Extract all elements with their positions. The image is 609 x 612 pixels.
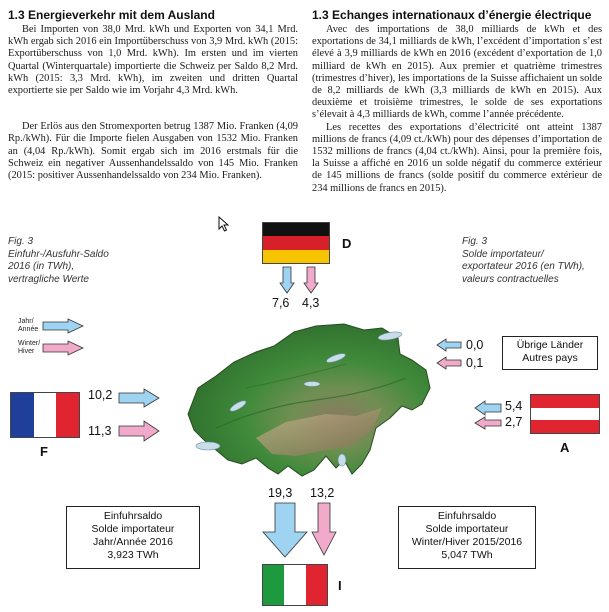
arrow-f-year-icon [118, 388, 160, 408]
figure-caption-fr: Fig. 3 Solde importateur/ exportateur 2016 (en TWh), valeurs contractuelles [462, 236, 585, 285]
mouse-cursor-icon [218, 216, 230, 232]
value-f-winter: 11,3 [88, 424, 112, 438]
arrow-f-winter-icon [118, 420, 160, 442]
text-column-de [8, 8, 298, 182]
flag-germany-icon [262, 222, 330, 264]
arrow-other-year-icon [436, 338, 462, 352]
summary-box-winter: Einfuhrsaldo Solde importateur Winter/Hiver 2015/2016 5,047 TWh [398, 506, 536, 569]
value-other-year: 0,0 [466, 338, 484, 352]
flag-italy-icon [262, 564, 328, 606]
legend-winter-label: Winter/ Hiver [18, 340, 41, 355]
value-d-winter: 4,3 [302, 296, 320, 310]
arrow-a-year-icon [474, 400, 502, 416]
arrow-d-year-icon [279, 266, 295, 294]
summary-box-year: Einfuhrsaldo Solde importateur Jahr/Année 2016 3,923 TWh [66, 506, 200, 569]
value-d-year: 7,6 [272, 296, 290, 310]
flag-austria-icon [530, 394, 600, 434]
arrow-d-winter-icon [303, 266, 319, 294]
legend-year-label: Jahr/ Année [18, 318, 39, 333]
value-i-winter: 13,2 [310, 486, 335, 500]
country-letter-a: A [560, 440, 570, 455]
country-letter-d: D [342, 236, 352, 251]
other-countries-box: Übrige Länder Autres pays [502, 336, 598, 370]
country-letter-i: I [338, 578, 342, 593]
heading-fr: 1.3 Echanges internationaux d’énergie électrique [312, 8, 592, 22]
heading-de: 1.3 Energieverkehr mit dem Ausland [8, 8, 215, 22]
arrow-other-winter-icon [436, 356, 462, 370]
value-a-year: 5,4 [505, 399, 523, 413]
arrow-a-winter-icon [474, 416, 502, 430]
paragraph-fr-2: Les recettes des exportations d’électricité ont atteint 1387 millions de francs (4,09 ct./kWh) pour des dépenses d’importation de 1532 millions de francs (4,04 ct./kWh). Ainsi, pour la première fois, la Suisse a affiché en 2016 un solde négatif du commerce extérieur de 145 millions de francs (solde positif du commerce extérieur de 234 millions de francs en 2015). [312, 121, 602, 194]
value-f-year: 10,2 [88, 388, 113, 402]
country-letter-f: F [40, 444, 48, 459]
legend-year-arrow-icon [42, 318, 84, 334]
arrow-i-winter-icon [311, 502, 337, 556]
flag-france-icon [10, 392, 80, 438]
switzerland-relief-map [176, 318, 438, 490]
paragraph-fr-1: Avec des importations de 38,0 milliards de kWh et des exportations de 34,1 milliards de kWh, l’excédent d’importation s’est élevé à 3,9 milliards de kWh en 2016 (excédent d’exportation de 1,0 milliard de kWh en 2015). Aux premier et quatrième trimestres (trimestres d’hiver), les importations de la Suisse affichaient un solde de 8,2 milliards de kWh (3,3 milliards de kWh en 2015). Aux deuxième et troisième trimestres, le solde de ses exportations s’élevait à 4,3 milliards de kWh, comme l’année précédente. [312, 24, 602, 121]
figure-caption-de: Fig. 3 Einfuhr-/Ausfuhr-Saldo 2016 (in TWh), vertragliche Werte [8, 236, 109, 285]
legend-winter-arrow-icon [42, 340, 84, 356]
paragraph-de-1: Bei Importen von 38,0 Mrd. kWh und Exporten von 34,1 Mrd. kWh ergab sich 2016 ein Importüberschuss von 3,9 Mrd. kWh (2015: Exportüberschuss von 1,0 Mrd. kWh). Im ersten und im vierten Quartal (Winterquartale) importierte die Schweiz per Saldo 8,2 Mrd. kWh (2015: 3,3 Mrd. kWh), im zweiten und dritten Quartal exportierte sie per Saldo wie im Vorjahr 4,3 Mrd. kWh. [8, 24, 298, 97]
value-a-winter: 2,7 [505, 415, 523, 429]
arrow-i-year-icon [262, 502, 308, 558]
value-other-winter: 0,1 [466, 356, 484, 370]
value-i-year: 19,3 [268, 486, 293, 500]
paragraph-de-2: Der Erlös aus den Stromexporten betrug 1387 Mio. Franken (4,09 Rp./kWh). Für die Importe fielen Ausgaben von 1532 Mio. Franken an (4,04 Rp./kWh). Somit ergab sich im 2016 erstmals für die Schweiz ein negativer Aussenhandelssaldo von 145 Mio. Franken (2015: positiver Aussenhandelssaldo von 234 Mio. Franken). [8, 121, 298, 182]
text-column-fr [312, 8, 602, 195]
